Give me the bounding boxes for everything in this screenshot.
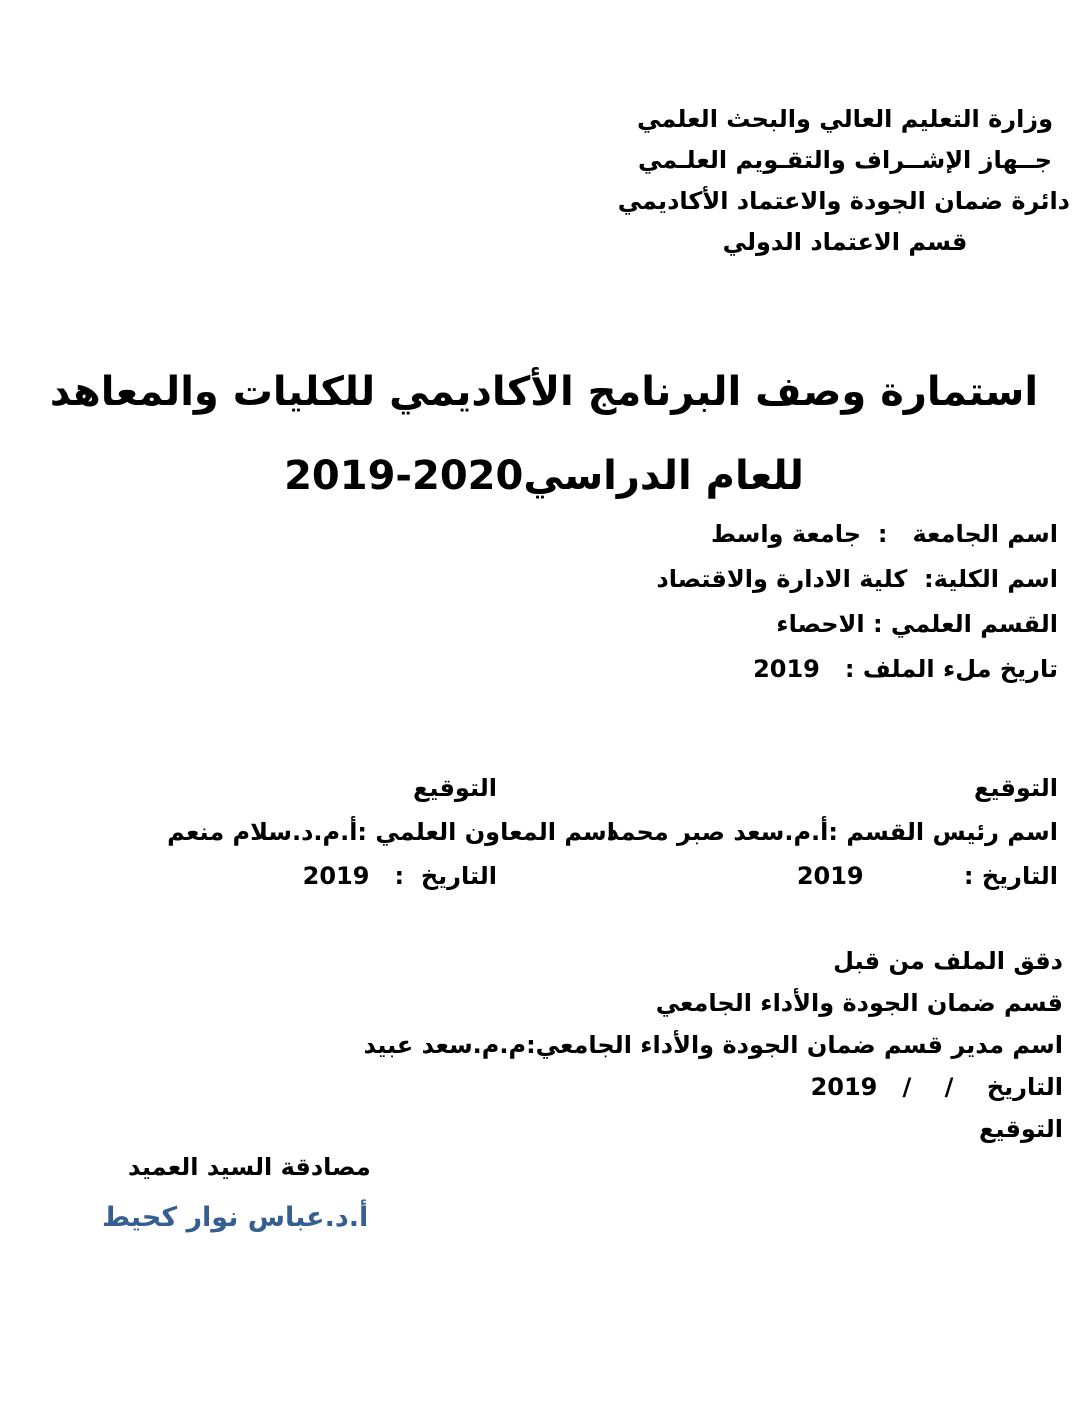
department-head-signature-block (607, 766, 1058, 898)
scientific-assistant-date-field: التاريخ : 2019 (302, 862, 497, 890)
ministry-header (617, 99, 1070, 263)
quality-assurance-department-line: دائرة ضمان الجودة والاعتماد الأكاديمي (617, 187, 1070, 215)
form-title: استمارة وصف البرنامج الأكاديمي للكليات والمعاهد (49, 369, 1039, 415)
college-name-field: اسم الكلية: كلية الادارة والاقتصاد (656, 565, 1058, 593)
international-accreditation-section-line: قسم الاعتماد الدولي (722, 228, 968, 256)
signature-label: التوقيع (413, 774, 497, 802)
quality-director-name-field: اسم مدير قسم ضمان الجودة والأداء الجامعي:م.م.سعد عبيد (363, 1031, 1063, 1059)
university-name-field: اسم الجامعة : جامعة واسط (711, 520, 1058, 548)
scientific-assistant-name-field: اسم المعاون العلمي :أ.م.د.سلام منعم (167, 818, 615, 846)
scientific-department-field: القسم العلمي : الاحصاء (776, 610, 1058, 638)
signature-label: التوقيع (979, 1115, 1063, 1143)
institution-info-block (656, 512, 1058, 692)
academic-year-subtitle: للعام الدراسي2020-2019 (284, 453, 804, 499)
signature-label: التوقيع (974, 774, 1058, 802)
scientific-assistant-signature-block (167, 766, 615, 898)
form-title-block (0, 350, 1088, 518)
ministry-line: وزارة التعليم العالي والبحث العلمي (636, 105, 1054, 133)
dean-name: أ.د.عباس نوار كحيط (102, 1202, 369, 1233)
checked-date-field: التاريخ / / 2019 (810, 1073, 1063, 1101)
file-fill-date-field: تاريخ ملء الملف : 2019 (753, 655, 1058, 683)
supervision-apparatus-line: جــهاز الإشــراف والتقـويم العلـمي (637, 146, 1053, 174)
file-checked-block (363, 940, 1063, 1150)
department-head-date-field: التاريخ : 2019 (796, 862, 1058, 890)
checked-by-heading: دقق الملف من قبل (833, 947, 1063, 975)
department-head-name-field: اسم رئيس القسم :أ.م.سعد صبر محمد (606, 818, 1058, 846)
quality-assurance-unit-line: قسم ضمان الجودة والأداء الجامعي (655, 989, 1063, 1017)
dean-approval-heading: مصادقة السيد العميد (128, 1153, 371, 1181)
